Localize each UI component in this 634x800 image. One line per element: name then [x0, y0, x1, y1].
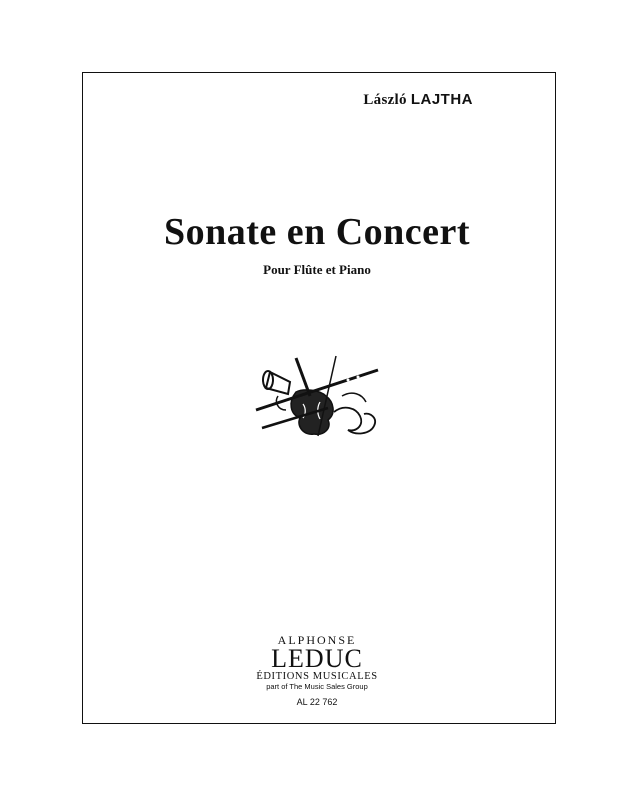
publisher-line-1: ALPHONSE: [277, 633, 357, 647]
composer-name: [363, 91, 473, 109]
musical-instruments-vignette-icon: [248, 352, 388, 444]
publisher-line-2: LEDUC: [271, 644, 363, 673]
page-title: Sonate en Concert: [163, 211, 471, 253]
publisher-line-3: ÉDITIONS MUSICALES: [256, 671, 378, 682]
publisher-logo: [0, 634, 634, 692]
page-subtitle: Pour Flûte et Piano: [263, 262, 371, 277]
catalog-number: AL 22 762: [296, 697, 338, 707]
publisher-line-4: part of The Music Sales Group: [266, 682, 368, 691]
composer-first-name: László: [363, 92, 407, 108]
composer-last-name: LAJTHA: [410, 91, 473, 108]
